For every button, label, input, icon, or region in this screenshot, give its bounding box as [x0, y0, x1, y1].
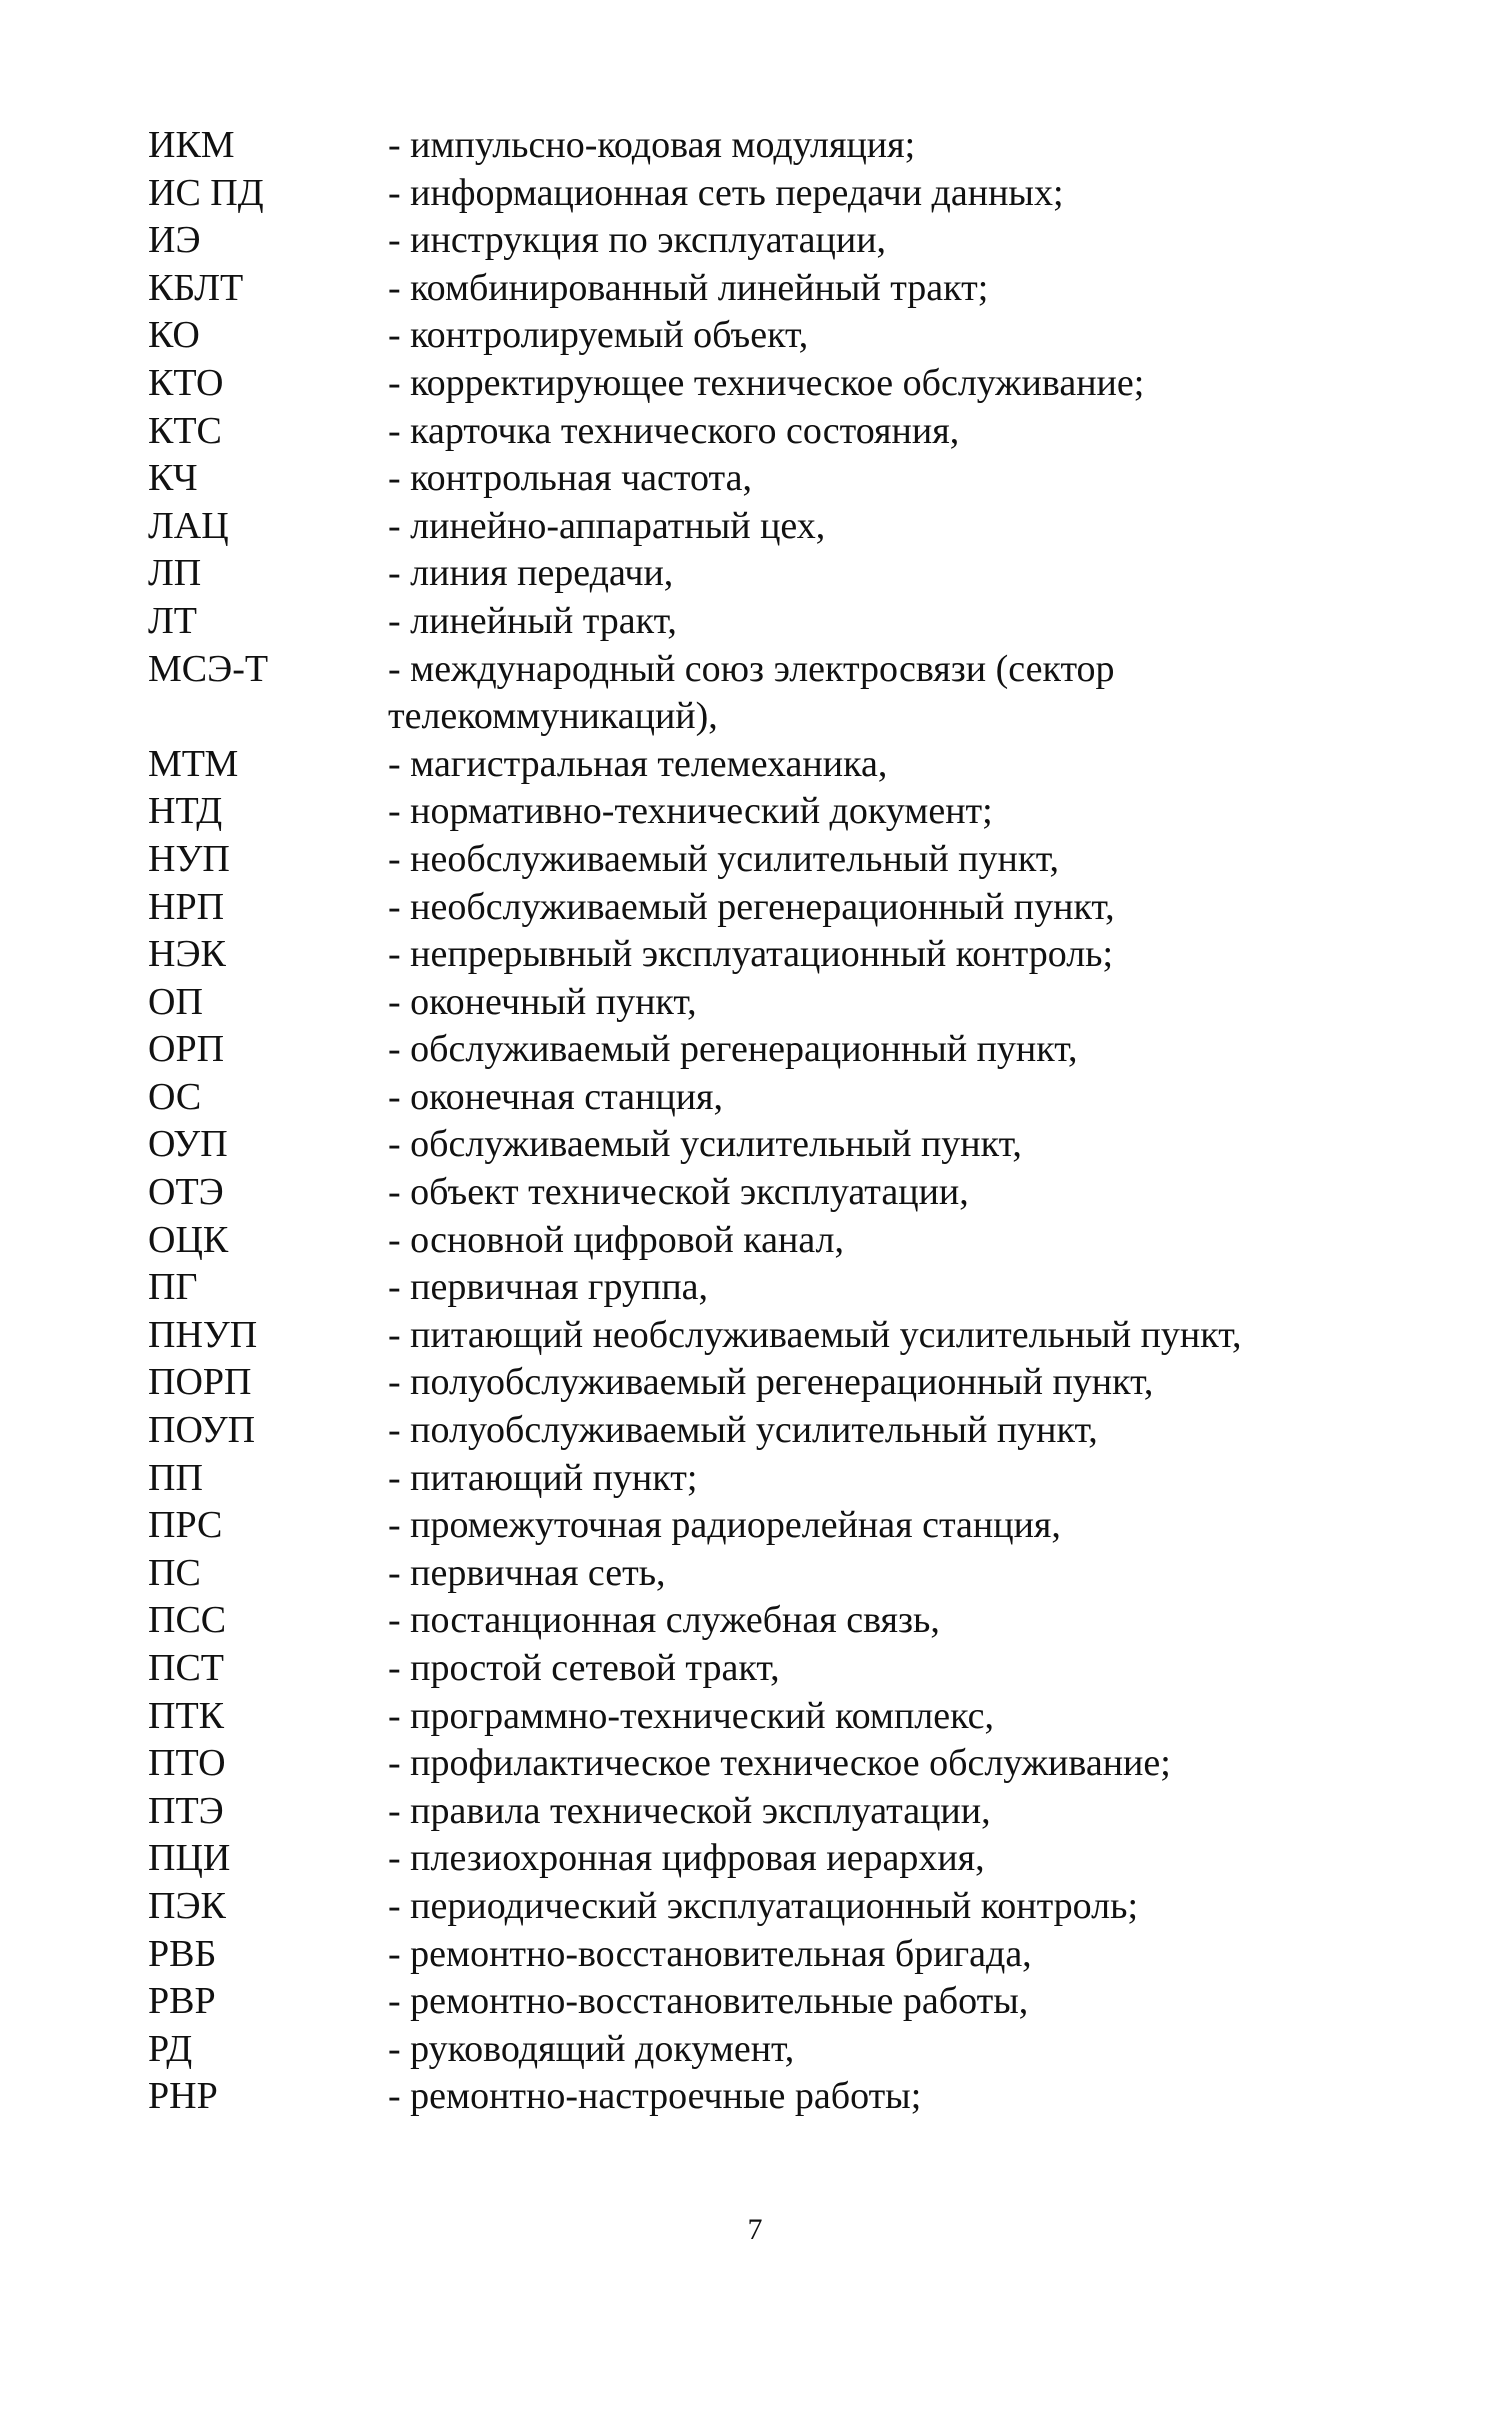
list-item — [148, 1359, 1348, 1407]
abbreviation: КБЛТ — [148, 266, 244, 309]
list-item — [148, 1597, 1348, 1645]
list-item — [148, 217, 1348, 265]
definition: - оконечная станция, — [388, 1075, 724, 1118]
definition: - контрольная частота, — [388, 457, 752, 500]
definition: - питающий пункт; — [388, 1456, 698, 1499]
list-item — [148, 1074, 1348, 1122]
abbreviation: КТС — [148, 409, 222, 452]
list-item — [148, 2073, 1348, 2121]
definition: - профилактическое техническое обслуживание; — [388, 1742, 1171, 1785]
list-item — [148, 1740, 1348, 1788]
abbreviation: НРП — [148, 885, 225, 928]
abbreviation: РВБ — [148, 1932, 217, 1975]
abbreviation: РНР — [148, 2075, 218, 2118]
list-item — [148, 788, 1348, 836]
abbreviation: ПРС — [148, 1504, 223, 1547]
list-item — [148, 1550, 1348, 1598]
list-item — [148, 1835, 1348, 1883]
list-item — [148, 1026, 1348, 1074]
abbreviation: ОЦК — [148, 1218, 229, 1261]
definition: - корректирующее техническое обслуживание; — [388, 361, 1145, 404]
list-item — [148, 408, 1348, 456]
list-item — [148, 1169, 1348, 1217]
abbreviation: МСЭ-Т — [148, 647, 269, 690]
definition: - непрерывный эксплуатационный контроль; — [388, 933, 1114, 976]
definition: - импульсно-кодовая модуляция; — [388, 124, 916, 166]
abbreviation: ПТК — [148, 1694, 224, 1737]
list-item — [148, 455, 1348, 503]
abbreviation: ИЭ — [148, 219, 201, 262]
abbreviation: ОС — [148, 1075, 202, 1118]
abbreviation: ПЭК — [148, 1884, 226, 1927]
list-item — [148, 1264, 1348, 1312]
list-item — [148, 1217, 1348, 1265]
definition: - ремонтно-восстановительная бригада, — [388, 1932, 1032, 1975]
definition: - простой сетевой тракт, — [388, 1647, 780, 1689]
list-item — [148, 1312, 1348, 1360]
definition: - обслуживаемый усилительный пункт, — [388, 1123, 1022, 1166]
definition: - инструкция по эксплуатации, — [388, 219, 887, 262]
abbreviation: РВР — [148, 1980, 216, 2023]
definition: - правила технической эксплуатации, — [388, 1789, 991, 1832]
list-item — [148, 1502, 1348, 1550]
definition: - линейный тракт, — [388, 599, 677, 642]
list-item — [148, 931, 1348, 979]
abbreviation: ПОУП — [148, 1409, 256, 1452]
abbreviation: КО — [148, 314, 200, 357]
abbreviation: НУП — [148, 837, 230, 880]
definition: - линейно-аппаратный цех, — [388, 504, 826, 547]
abbreviation: ЛАЦ — [148, 504, 229, 547]
abbreviation: ПСС — [148, 1599, 227, 1642]
definition: - питающий необслуживаемый усилительный пункт, — [388, 1313, 1242, 1356]
abbreviation: ОП — [148, 980, 203, 1023]
abbreviation: ОТЭ — [148, 1171, 224, 1214]
list-item — [148, 2026, 1348, 2074]
list-item — [148, 312, 1348, 360]
definition: - ремонтно-восстановительные работы, — [388, 1980, 1029, 2023]
definition: - магистральная телемеханика, — [388, 742, 888, 785]
abbreviation: ПГ — [148, 1266, 198, 1309]
definition: - постанционная служебная связь, — [388, 1599, 940, 1642]
definition: - основной цифровой канал, — [388, 1218, 844, 1261]
abbreviation-list — [148, 122, 1348, 2121]
list-item — [148, 1693, 1348, 1741]
abbreviation: ПОРП — [148, 1361, 252, 1404]
list-item — [148, 550, 1348, 598]
definition: - периодический эксплуатационный контроль; — [388, 1884, 1138, 1927]
definition: - комбинированный линейный тракт; — [388, 266, 989, 309]
list-item — [148, 979, 1348, 1027]
list-item — [148, 170, 1348, 218]
list-item — [148, 1978, 1348, 2026]
abbreviation: ПНУП — [148, 1313, 258, 1356]
abbreviation: ПСТ — [148, 1647, 224, 1689]
definition: - международный союз электросвязи (сектор телекоммуникаций), — [388, 647, 1115, 738]
abbreviation: ЛП — [148, 552, 202, 595]
abbreviation: ИС ПД — [148, 171, 264, 214]
list-item — [148, 1883, 1348, 1931]
list-item — [148, 1788, 1348, 1836]
definition: - плезиохронная цифровая иерархия, — [388, 1837, 985, 1880]
list-item — [148, 1407, 1348, 1455]
definition: - ремонтно-настроечные работы; — [388, 2075, 922, 2118]
definition: - обслуживаемый регенерационный пункт, — [388, 1028, 1078, 1071]
definition: - первичная сеть, — [388, 1551, 666, 1594]
abbreviation: НТД — [148, 790, 223, 833]
list-item — [148, 503, 1348, 551]
list-item — [148, 884, 1348, 932]
definition: - руководящий документ, — [388, 2027, 795, 2070]
definition: - необслуживаемый усилительный пункт, — [388, 837, 1060, 880]
definition: - полуобслуживаемый усилительный пункт, — [388, 1409, 1098, 1452]
list-item — [148, 598, 1348, 646]
definition: - программно-технический комплекс, — [388, 1694, 994, 1737]
list-item — [148, 1645, 1348, 1693]
page-number: 7 — [747, 2213, 763, 2246]
abbreviation: КТО — [148, 361, 224, 404]
abbreviation: ПЦИ — [148, 1837, 231, 1880]
definition: - оконечный пункт, — [388, 980, 697, 1023]
definition: - контролируемый объект, — [388, 314, 809, 357]
list-item — [148, 836, 1348, 884]
definition: - нормативно-технический документ; — [388, 790, 993, 833]
abbreviation: НЭК — [148, 933, 226, 976]
list-item — [148, 265, 1348, 313]
definition: - промежуточная радиорелейная станция, — [388, 1504, 1061, 1547]
definition: - карточка технического состояния, — [388, 409, 960, 452]
abbreviation: ЛТ — [148, 599, 197, 642]
abbreviation: ПТЭ — [148, 1789, 224, 1832]
list-item — [148, 1455, 1348, 1503]
abbreviation: КЧ — [148, 457, 198, 500]
list-item — [148, 360, 1348, 408]
abbreviation: ИКМ — [148, 124, 235, 166]
definition: - необслуживаемый регенерационный пункт, — [388, 885, 1115, 928]
definition: - полуобслуживаемый регенерационный пункт, — [388, 1361, 1154, 1404]
list-item — [148, 741, 1348, 789]
list-item — [148, 122, 1348, 170]
abbreviation: ОУП — [148, 1123, 228, 1166]
abbreviation: МТМ — [148, 742, 239, 785]
list-item — [148, 1931, 1348, 1979]
list-item — [148, 646, 1348, 741]
abbreviation: ПТО — [148, 1742, 226, 1785]
definition: - объект технической эксплуатации, — [388, 1171, 969, 1214]
abbreviation: ПС — [148, 1551, 201, 1594]
abbreviation: РД — [148, 2027, 193, 2070]
definition: - первичная группа, — [388, 1266, 709, 1309]
list-item — [148, 1121, 1348, 1169]
abbreviation: ОРП — [148, 1028, 225, 1071]
abbreviation: ПП — [148, 1456, 203, 1499]
definition: - информационная сеть передачи данных; — [388, 171, 1064, 214]
definition: - линия передачи, — [388, 552, 674, 595]
